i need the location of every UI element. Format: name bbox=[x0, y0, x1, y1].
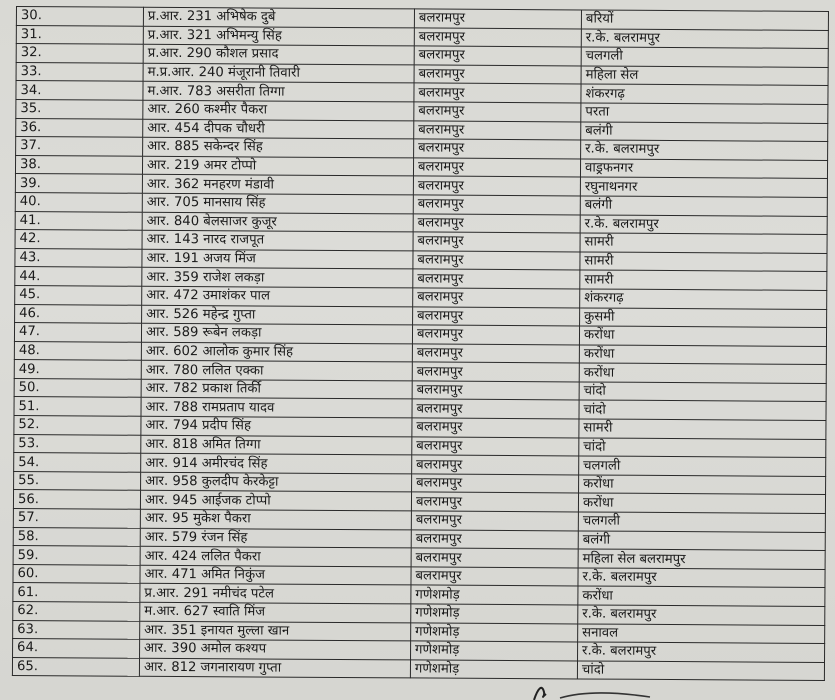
rank-name-cell: आर. 589 रूबेन लकड़ा bbox=[141, 323, 412, 343]
new-posting-cell: बरियों bbox=[581, 10, 828, 30]
current-posting-cell: बलरामपुर bbox=[412, 455, 579, 475]
serial-number-cell: 42. bbox=[15, 230, 142, 249]
new-posting-cell: करोंधा bbox=[578, 493, 825, 513]
signature-mark bbox=[520, 682, 660, 700]
new-posting-cell: सामरी bbox=[579, 419, 826, 439]
serial-number-cell: 36. bbox=[16, 118, 143, 137]
new-posting-cell: सामरी bbox=[580, 233, 827, 253]
current-posting-cell: गणेशमोड़ bbox=[410, 660, 577, 680]
serial-number-cell: 37. bbox=[16, 137, 143, 156]
new-posting-cell: र.के. बलरामपुर bbox=[578, 605, 825, 625]
rank-name-cell: आर. 788 रामप्रताप यादव bbox=[141, 398, 412, 418]
new-posting-cell: करोंधा bbox=[579, 345, 826, 365]
current-posting-cell: बलरामपुर bbox=[412, 474, 579, 494]
rank-name-cell: आर. 191 अजय मिंज bbox=[142, 249, 413, 269]
serial-number-cell: 56. bbox=[13, 490, 140, 509]
new-posting-cell: सनावल bbox=[578, 624, 825, 644]
new-posting-cell: बलंगी bbox=[581, 122, 828, 142]
new-posting-cell: चलगली bbox=[578, 512, 825, 532]
rank-name-cell: आर. 362 मनहरण मंडावी bbox=[142, 175, 413, 195]
serial-number-cell: 64. bbox=[13, 639, 140, 658]
new-posting-cell: चलगली bbox=[581, 47, 828, 67]
serial-number-cell: 57. bbox=[13, 509, 140, 528]
serial-number-cell: 35. bbox=[16, 99, 143, 118]
current-posting-cell: गणेशमोड़ bbox=[411, 641, 578, 661]
current-posting-cell: बलरामपुर bbox=[413, 176, 580, 196]
current-posting-cell: बलरामपुर bbox=[413, 269, 580, 289]
new-posting-cell: करोंधा bbox=[579, 363, 826, 383]
new-posting-cell: र.के. बलरामपुर bbox=[578, 642, 825, 662]
current-posting-cell: बलरामपुर bbox=[413, 288, 580, 308]
rank-name-cell: आर. 794 प्रदीप सिंह bbox=[141, 416, 412, 436]
current-posting-cell: बलरामपुर bbox=[413, 158, 580, 178]
rank-name-cell: आर. 812 जगनारायण गुप्ता bbox=[139, 658, 410, 678]
current-posting-cell: बलरामपुर bbox=[414, 46, 581, 66]
rank-name-cell: आर. 472 उमाशंकर पाल bbox=[142, 286, 413, 306]
serial-number-cell: 41. bbox=[15, 211, 142, 230]
current-posting-cell: बलरामपुर bbox=[411, 548, 578, 568]
serial-number-cell: 54. bbox=[14, 453, 141, 472]
new-posting-cell: बलंगी bbox=[580, 196, 827, 216]
rank-name-cell: आर. 958 कुलदीप केरकेट्टा bbox=[141, 472, 412, 492]
current-posting-cell: गणेशमोड़ bbox=[411, 623, 578, 643]
serial-number-cell: 63. bbox=[13, 620, 140, 639]
current-posting-cell: बलरामपुर bbox=[413, 232, 580, 252]
rank-name-cell: आर. 471 अमित निकुंज bbox=[140, 565, 411, 585]
serial-number-cell: 39. bbox=[15, 174, 142, 193]
new-posting-cell: र.के. बलरामपुर bbox=[578, 568, 825, 588]
current-posting-cell: बलरामपुर bbox=[411, 567, 578, 587]
rank-name-cell: आर. 914 अमीरचंद सिंह bbox=[141, 454, 412, 474]
current-posting-cell: गणेशमोड़ bbox=[411, 585, 578, 605]
new-posting-cell: वाड्रफनगर bbox=[580, 159, 827, 179]
rank-name-cell: आर. 885 सकेन्दर सिंह bbox=[143, 137, 414, 157]
new-posting-cell: चांदो bbox=[579, 382, 826, 402]
serial-number-cell: 59. bbox=[13, 546, 140, 565]
serial-number-cell: 61. bbox=[13, 583, 140, 602]
serial-number-cell: 60. bbox=[13, 564, 140, 583]
current-posting-cell: बलरामपुर bbox=[411, 492, 578, 512]
new-posting-cell: चांदो bbox=[579, 400, 826, 420]
rank-name-cell: म.आर. 783 असरीता तिग्गा bbox=[143, 82, 414, 102]
rank-name-cell: प्र.आर. 290 कौशल प्रसाद bbox=[143, 44, 414, 64]
current-posting-cell: बलरामपुर bbox=[411, 511, 578, 531]
rank-name-cell: आर. 260 कश्मीर पैकरा bbox=[143, 100, 414, 120]
current-posting-cell: बलरामपुर bbox=[414, 102, 581, 122]
serial-number-cell: 47. bbox=[14, 323, 141, 342]
rank-name-cell: आर. 219 अमर टोप्पो bbox=[142, 156, 413, 176]
table-row bbox=[12, 657, 824, 681]
transfer-list-body bbox=[12, 7, 828, 681]
new-posting-cell: र.के. बलरामपुर bbox=[580, 214, 827, 234]
serial-number-cell: 52. bbox=[14, 416, 141, 435]
current-posting-cell: बलरामपुर bbox=[412, 437, 579, 457]
rank-name-cell: प्र.आर. 321 अभिमन्यु सिंह bbox=[143, 26, 414, 46]
current-posting-cell: बलरामपुर bbox=[412, 381, 579, 401]
serial-number-cell: 62. bbox=[13, 601, 140, 620]
serial-number-cell: 53. bbox=[14, 434, 141, 453]
new-posting-cell: कुसमी bbox=[580, 307, 827, 327]
current-posting-cell: बलरामपुर bbox=[414, 139, 581, 159]
serial-number-cell: 55. bbox=[14, 471, 141, 490]
serial-number-cell: 43. bbox=[15, 248, 142, 267]
current-posting-cell: बलरामपुर bbox=[414, 9, 581, 29]
current-posting-cell: बलरामपुर bbox=[413, 195, 580, 215]
rank-name-cell: म.प्र.आर. 240 मंजूरानी तिवारी bbox=[143, 63, 414, 83]
current-posting-cell: बलरामपुर bbox=[412, 344, 579, 364]
new-posting-cell: महिला सेल बलरामपुर bbox=[578, 549, 825, 569]
new-posting-cell: महिला सेल bbox=[581, 66, 828, 86]
current-posting-cell: बलरामपुर bbox=[412, 418, 579, 438]
new-posting-cell: चांदो bbox=[579, 438, 826, 458]
serial-number-cell: 44. bbox=[15, 267, 142, 286]
transfer-list-table bbox=[12, 6, 829, 681]
rank-name-cell: म.आर. 627 स्वाति मिंज bbox=[140, 602, 411, 622]
current-posting-cell: गणेशमोड़ bbox=[411, 604, 578, 624]
rank-name-cell: आर. 95 मुकेश पैकरा bbox=[140, 509, 411, 529]
rank-name-cell: प्र.आर. 291 नमीचंद पटेल bbox=[140, 584, 411, 604]
new-posting-cell: चांदो bbox=[577, 661, 824, 681]
new-posting-cell: चलगली bbox=[579, 456, 826, 476]
serial-number-cell: 32. bbox=[16, 44, 143, 63]
serial-number-cell: 34. bbox=[16, 81, 143, 100]
rank-name-cell: आर. 454 दीपक चौधरी bbox=[143, 119, 414, 139]
current-posting-cell: बलरामपुर bbox=[411, 530, 578, 550]
serial-number-cell: 58. bbox=[13, 527, 140, 546]
new-posting-cell: र.के. बलरामपुर bbox=[581, 29, 828, 49]
rank-name-cell: आर. 705 मानसाय सिंह bbox=[142, 193, 413, 213]
rank-name-cell: आर. 390 अमोल कश्यप bbox=[140, 639, 411, 659]
current-posting-cell: बलरामपुर bbox=[413, 306, 580, 326]
new-posting-cell: बलंगी bbox=[578, 531, 825, 551]
rank-name-cell: आर. 143 नारद राजपूत bbox=[142, 230, 413, 250]
serial-number-cell: 65. bbox=[12, 657, 139, 676]
serial-number-cell: 49. bbox=[14, 360, 141, 379]
rank-name-cell: आर. 782 प्रकाश तिर्की bbox=[141, 379, 412, 399]
new-posting-cell: करोंधा bbox=[579, 475, 826, 495]
rank-name-cell: आर. 351 इनायत मुल्ला खान bbox=[140, 621, 411, 641]
current-posting-cell: बलरामपुर bbox=[414, 83, 581, 103]
rank-name-cell: आर. 424 ललित पैकरा bbox=[140, 546, 411, 566]
rank-name-cell: आर. 526 महेन्द्र गुप्ता bbox=[142, 305, 413, 325]
current-posting-cell: बलरामपुर bbox=[414, 120, 581, 140]
serial-number-cell: 45. bbox=[15, 285, 142, 304]
serial-number-cell: 46. bbox=[15, 304, 142, 323]
rank-name-cell: आर. 579 रंजन सिंह bbox=[140, 528, 411, 548]
rank-name-cell: आर. 780 ललित एक्का bbox=[141, 361, 412, 381]
serial-number-cell: 48. bbox=[14, 341, 141, 360]
current-posting-cell: बलरामपुर bbox=[412, 325, 579, 345]
rank-name-cell: आर. 359 राजेश लकड़ा bbox=[142, 268, 413, 288]
current-posting-cell: बलरामपुर bbox=[413, 213, 580, 233]
rank-name-cell: प्र.आर. 231 अभिषेक दुबे bbox=[143, 7, 414, 27]
current-posting-cell: बलरामपुर bbox=[412, 362, 579, 382]
rank-name-cell: आर. 945 आईजक टोप्पो bbox=[140, 491, 411, 511]
new-posting-cell: सामरी bbox=[580, 270, 827, 290]
rank-name-cell: आर. 840 बेलसाजर कुजूर bbox=[142, 212, 413, 232]
new-posting-cell: शंकरगढ़ bbox=[581, 84, 828, 104]
serial-number-cell: 30. bbox=[16, 7, 143, 26]
new-posting-cell: शंकरगढ़ bbox=[580, 289, 827, 309]
serial-number-cell: 50. bbox=[14, 378, 141, 397]
current-posting-cell: बलरामपुर bbox=[414, 65, 581, 85]
new-posting-cell: र.के. बलरामपुर bbox=[581, 140, 828, 160]
new-posting-cell: करोंधा bbox=[579, 326, 826, 346]
current-posting-cell: बलरामपुर bbox=[413, 251, 580, 271]
serial-number-cell: 31. bbox=[16, 25, 143, 44]
current-posting-cell: बलरामपुर bbox=[414, 28, 581, 48]
new-posting-cell: रघुनाथनगर bbox=[580, 177, 827, 197]
current-posting-cell: बलरामपुर bbox=[412, 399, 579, 419]
new-posting-cell: करोंधा bbox=[578, 586, 825, 606]
rank-name-cell: आर. 602 आलोक कुमार सिंह bbox=[141, 342, 412, 362]
new-posting-cell: परता bbox=[581, 103, 828, 123]
serial-number-cell: 33. bbox=[16, 62, 143, 81]
serial-number-cell: 51. bbox=[14, 397, 141, 416]
rank-name-cell: आर. 818 अमित तिग्गा bbox=[141, 435, 412, 455]
new-posting-cell: सामरी bbox=[580, 252, 827, 272]
serial-number-cell: 40. bbox=[15, 192, 142, 211]
serial-number-cell: 38. bbox=[15, 155, 142, 174]
